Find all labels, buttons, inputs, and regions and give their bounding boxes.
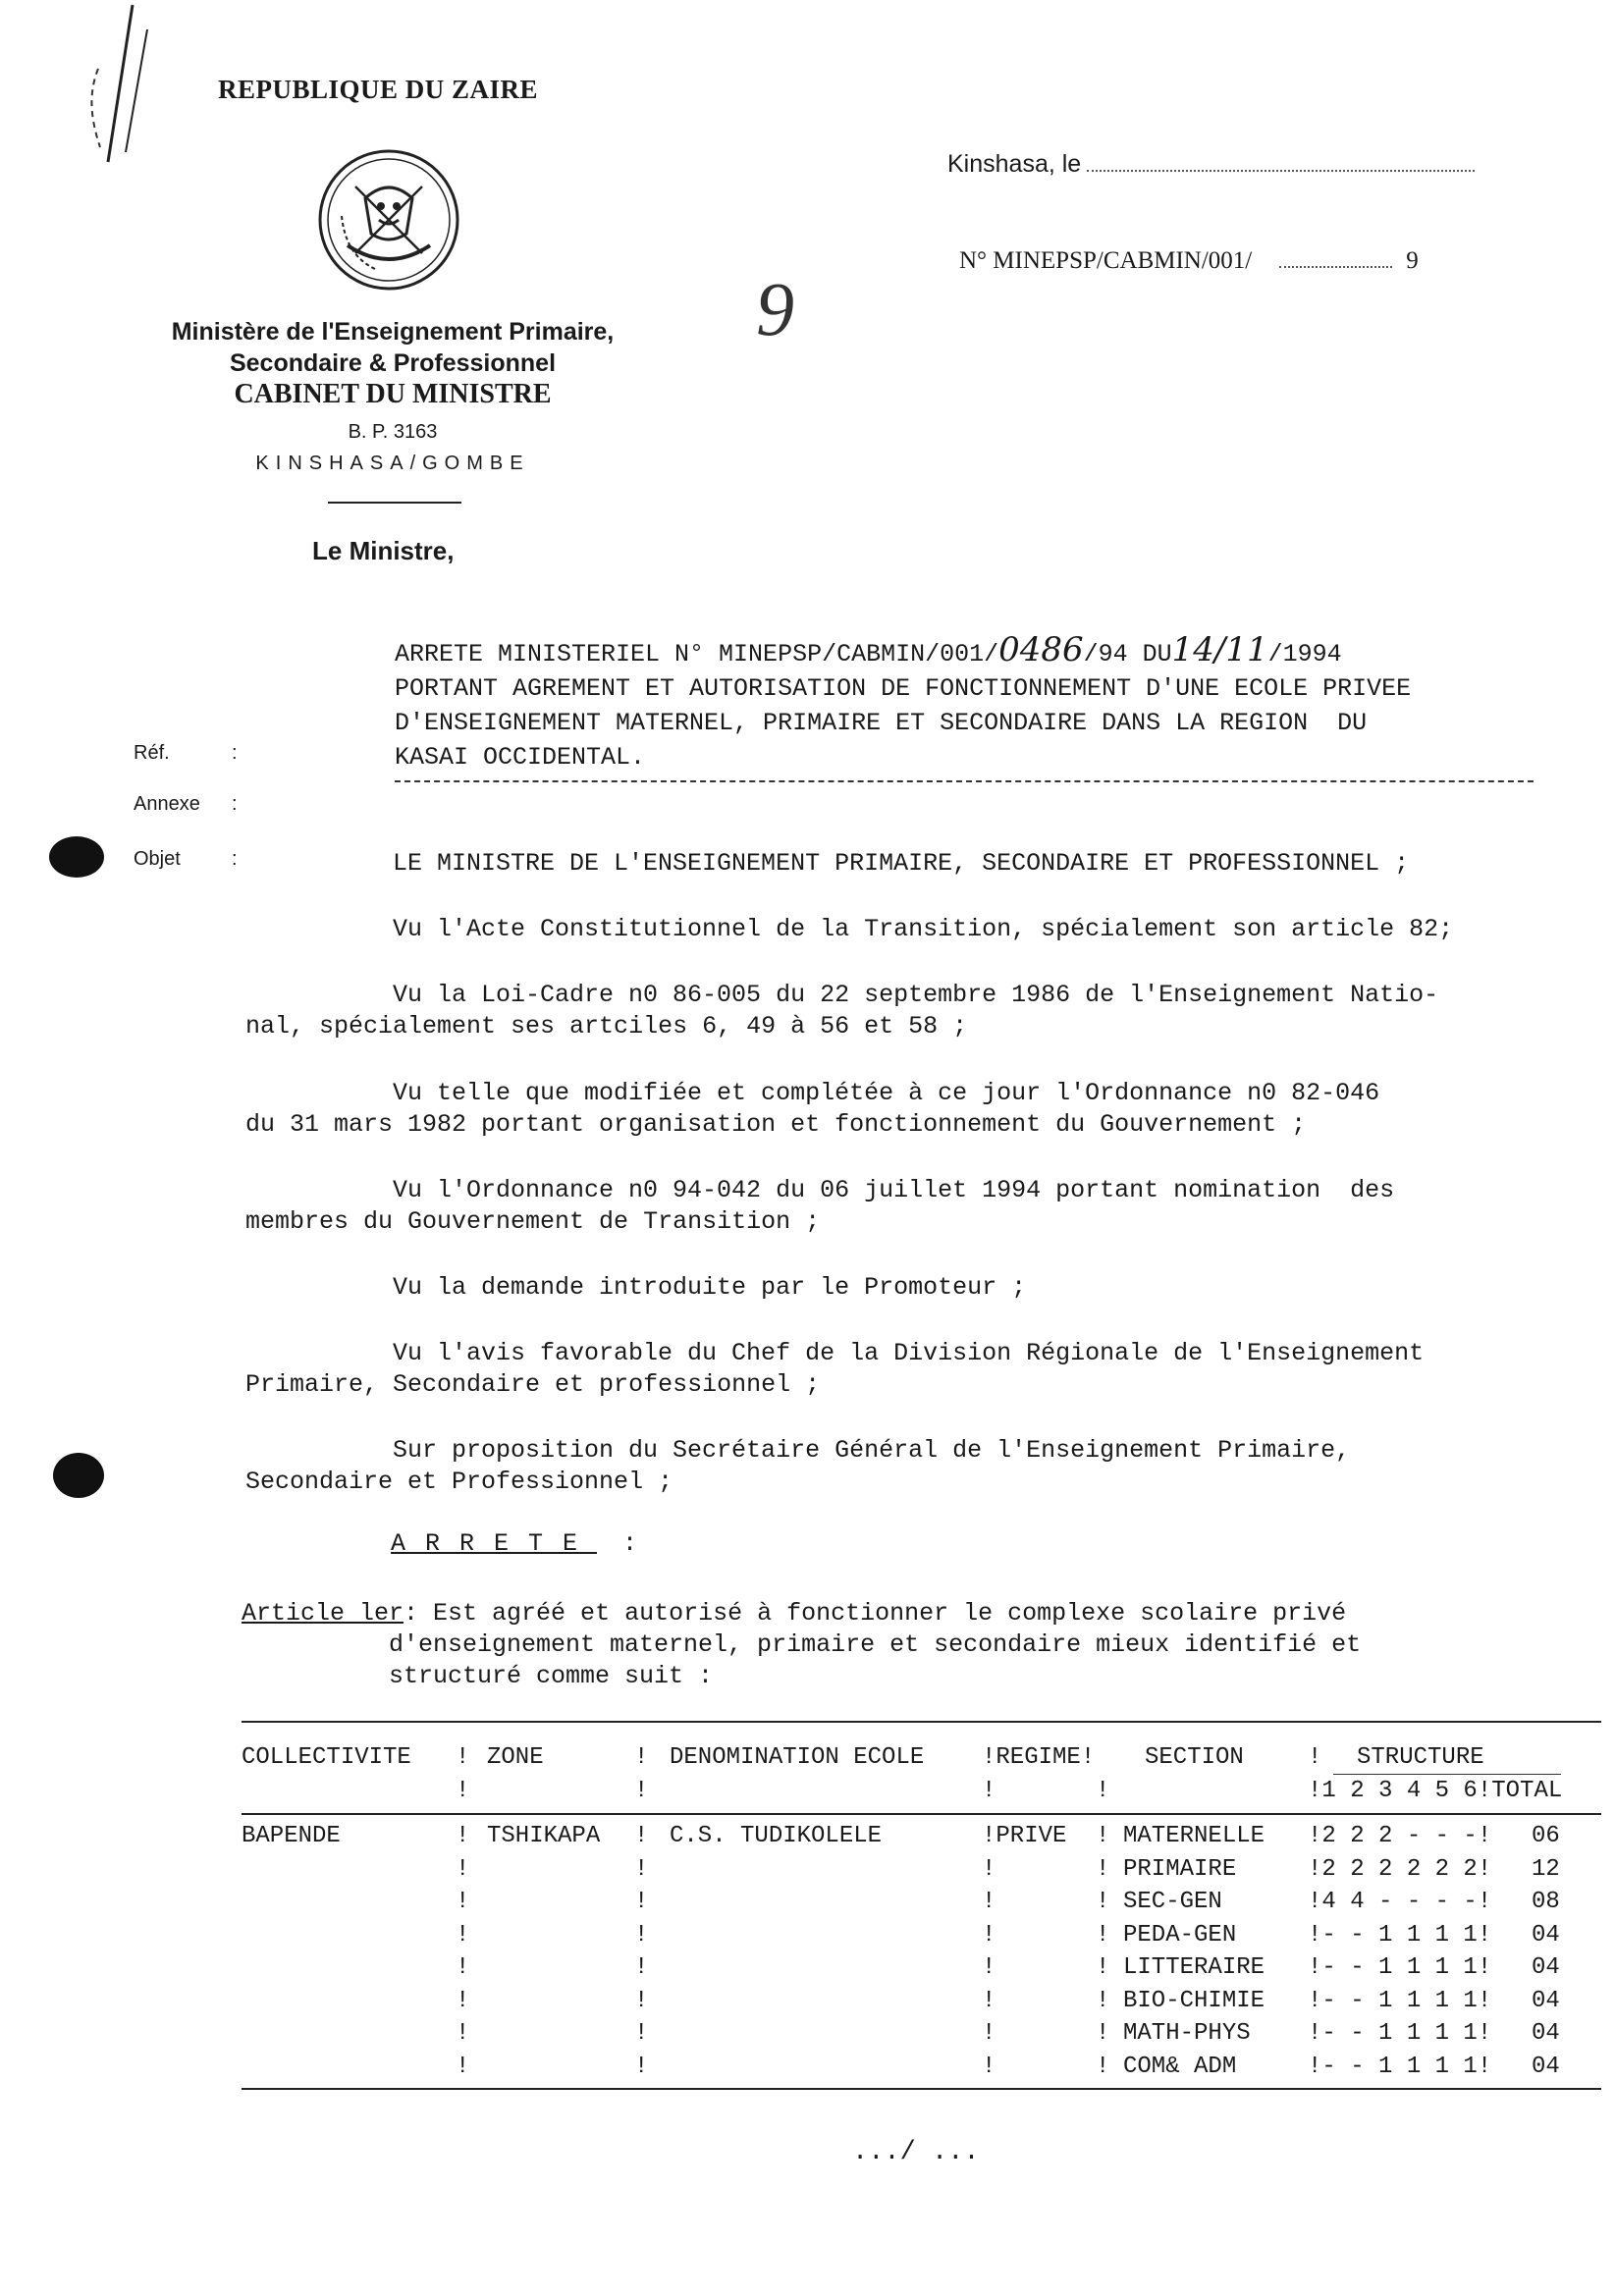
vu-clause-2	[245, 980, 1438, 1042]
cell-total: 06	[1532, 1823, 1560, 1849]
cabinet-line: CABINET DU MINISTRE	[234, 379, 552, 409]
vu-clause-1: Vu l'Acte Constitutionnel de la Transition, spécialement son article 82;	[393, 915, 1454, 943]
vu-clause-3-line-2: du 31 mars 1982 portant organisation et fonctionnement du Gouvernement ;	[245, 1110, 1307, 1139]
cell-structure: !2 2 2 2 2 2!	[1308, 1855, 1492, 1883]
article-line-3: structuré comme suit :	[389, 1662, 714, 1690]
cell-total: 04	[1532, 2020, 1560, 2047]
cell-section: PEDA-GEN	[1123, 1921, 1237, 1949]
table-header-rule	[242, 1813, 1601, 1815]
title-year: /1994	[1267, 640, 1342, 668]
header-zone: ZONE	[487, 1744, 544, 1771]
row-sep: !	[456, 2053, 470, 2080]
cell-structure: !- - 1 1 1 1!	[1308, 2020, 1492, 2047]
vu-clause-4-line-2: membres du Gouvernement de Transition ;	[245, 1207, 821, 1236]
vu-clause-6	[245, 1338, 1424, 1401]
title-line-1	[395, 630, 1411, 671]
cell-zone: TSHIKAPA	[487, 1823, 601, 1849]
article-label: Article ler	[242, 1599, 404, 1628]
row-sep: !	[634, 1823, 649, 1849]
date-dotted-line	[1087, 166, 1475, 172]
row-sep: !	[982, 1855, 996, 1883]
row-sep: !	[1096, 1921, 1110, 1949]
header-sep: !	[456, 1778, 470, 1804]
row-sep: !	[634, 2053, 649, 2080]
handwritten-decree-number: 0486	[998, 630, 1084, 669]
title-prefix: ARRETE MINISTERIEL N° MINEPSP/CABMIN/001/	[395, 640, 999, 668]
date-line	[947, 150, 1475, 179]
row-sep: !	[634, 1889, 649, 1915]
cell-total: 04	[1532, 1921, 1560, 1949]
row-sep: !	[456, 1954, 470, 1981]
vu-clause-6-line-2: Primaire, Secondaire et professionnel ;	[245, 1370, 821, 1399]
row-sep: !	[456, 1987, 470, 2014]
title-line-4: KASAI OCCIDENTAL.	[395, 743, 646, 772]
row-sep: !	[1096, 1855, 1110, 1883]
row-sep: !	[634, 1921, 649, 1949]
row-sep: !	[456, 2020, 470, 2047]
cell-structure: !2 2 2 - - -!	[1308, 1823, 1492, 1849]
arrete-heading	[391, 1529, 637, 1558]
ref-colon: :	[232, 742, 238, 764]
margin-scribble	[39, 0, 157, 187]
object-label: Objet	[134, 848, 181, 870]
title-dashed-rule	[395, 780, 1534, 782]
ministry-line-1: Ministère de l'Enseignement Primaire,	[171, 318, 615, 346]
row-sep: !	[634, 1954, 649, 1981]
ref-label: Réf.	[134, 742, 170, 764]
row-sep: !	[1096, 2053, 1110, 2080]
handwritten-decree-date: 14/11	[1171, 630, 1268, 669]
sur-proposition-clause	[245, 1435, 1350, 1498]
row-sep: !	[634, 2020, 649, 2047]
cell-total: 04	[1532, 1954, 1560, 1981]
header-sep: !	[982, 1778, 996, 1804]
row-sep: !	[456, 1889, 470, 1915]
title-line-3: D'ENSEIGNEMENT MATERNEL, PRIMAIRE ET SECONDAIRE DANS LA REGION DU	[395, 709, 1368, 737]
cell-structure: !- - 1 1 1 1!	[1308, 2053, 1492, 2080]
vu-clause-4	[245, 1175, 1394, 1238]
row-sep: !	[982, 2020, 996, 2047]
header-sep: !	[634, 1778, 649, 1804]
cell-total: 04	[1532, 2053, 1560, 2080]
header-sep: !	[1308, 1744, 1322, 1771]
date-label: Kinshasa, le	[947, 150, 1082, 178]
cell-section: COM& ADM	[1123, 2053, 1237, 2080]
row-sep: !	[634, 1855, 649, 1883]
punch-hole-bottom	[53, 1453, 104, 1498]
ministry-block	[118, 316, 668, 479]
vu-clause-4-line-1: Vu l'Ordonnance n0 94-042 du 06 juillet 1994 portant nomination des	[393, 1176, 1395, 1204]
header-years: !1 2 3 4 5 6!TOTAL	[1308, 1778, 1563, 1804]
reference-dotted-line	[1279, 262, 1392, 268]
row-sep: !	[982, 1921, 996, 1949]
reference-label: N° MINEPSP/CABMIN/001/	[959, 247, 1253, 274]
table-bottom-rule	[242, 2088, 1601, 2090]
cell-section: LITTERAIRE	[1123, 1954, 1265, 1981]
handwritten-page-mark: 9	[756, 266, 794, 351]
vu-clause-2-line-1: Vu la Loi-Cadre n0 86-005 du 22 septembre 1986 de l'Enseignement Natio-	[393, 981, 1439, 1009]
minister-title: Le Ministre,	[312, 536, 455, 565]
cell-ecole: C.S. TUDIKOLELE	[670, 1823, 883, 1849]
row-sep: !	[1096, 1987, 1110, 2014]
header-section: SECTION	[1145, 1744, 1244, 1771]
header-sep: !	[634, 1744, 649, 1771]
row-sep: !	[1096, 1823, 1110, 1849]
postal-box: B. P. 3163	[348, 421, 438, 443]
cell-regime: !PRIVE	[982, 1823, 1067, 1849]
cell-structure: !- - 1 1 1 1!	[1308, 1954, 1492, 1981]
article-1	[242, 1598, 1361, 1692]
row-sep: !	[1096, 1889, 1110, 1915]
header-sep: !	[1096, 1778, 1110, 1804]
annex-label: Annexe	[134, 793, 200, 815]
school-structure-table	[242, 1721, 1601, 2104]
cell-total: 08	[1532, 1889, 1560, 1915]
row-sep: !	[1096, 1954, 1110, 1981]
row-sep: !	[982, 1987, 996, 2014]
header-sep: !	[456, 1744, 470, 1771]
reference-suffix: 9	[1406, 247, 1419, 274]
header-denomination: DENOMINATION ECOLE	[670, 1744, 925, 1771]
vu-clause-3-line-1: Vu telle que modifiée et complétée à ce jour l'Ordonnance n0 82-046	[393, 1079, 1380, 1107]
country-name: REPUBLIQUE DU ZAIRE	[218, 75, 539, 104]
continuation-mark: .../ ...	[852, 2138, 980, 2167]
decree-title	[395, 630, 1412, 774]
object-colon: :	[232, 848, 238, 870]
row-sep: !	[456, 1823, 470, 1849]
header-regime: !REGIME!	[982, 1744, 1096, 1771]
annex-colon: :	[232, 793, 238, 815]
cell-section: MATERNELLE	[1123, 1823, 1265, 1849]
title-mid: /94 DU	[1083, 640, 1172, 668]
minister-clause: LE MINISTRE DE L'ENSEIGNEMENT PRIMAIRE, SECONDAIRE ET PROFESSIONNEL ;	[393, 849, 1410, 878]
sur-line-2: Secondaire et Professionnel ;	[245, 1468, 673, 1496]
arrete-word: ARRETE	[391, 1529, 598, 1558]
article-line-1: : Est agréé et autorisé à fonctionner le complexe scolaire privé	[404, 1599, 1347, 1628]
title-line-2: PORTANT AGREMENT ET AUTORISATION DE FONCTIONNEMENT D'UNE ECOLE PRIVEE	[395, 674, 1412, 703]
vu-clause-5: Vu la demande introduite par le Promoteur ;	[393, 1273, 1027, 1302]
row-sep: !	[456, 1855, 470, 1883]
city-line: KINSHASA/GOMBE	[255, 453, 530, 474]
cell-structure: !4 4 - - - -!	[1308, 1889, 1492, 1915]
ministry-line-2: Secondaire & Professionnel	[229, 349, 557, 377]
sur-line-1: Sur proposition du Secrétaire Général de l'Enseignement Primaire,	[393, 1436, 1351, 1465]
ministry-underline	[328, 502, 461, 504]
article-line-2: d'enseignement maternel, primaire et secondaire mieux identifié et	[389, 1630, 1362, 1659]
table-top-rule	[242, 1721, 1601, 1723]
cell-section: SEC-GEN	[1123, 1889, 1222, 1915]
cell-section: MATH-PHYS	[1123, 2020, 1251, 2047]
cell-structure: !- - 1 1 1 1!	[1308, 1921, 1492, 1949]
header-structure: STRUCTURE	[1357, 1744, 1484, 1771]
coat-of-arms-emblem	[316, 147, 461, 293]
cell-section: BIO-CHIMIE	[1123, 1987, 1265, 2014]
cell-structure: !- - 1 1 1 1!	[1308, 1987, 1492, 2014]
vu-clause-3	[245, 1078, 1379, 1141]
cell-collectivite: BAPENDE	[242, 1823, 341, 1849]
header-collectivite: COLLECTIVITE	[242, 1744, 411, 1771]
row-sep: !	[982, 1889, 996, 1915]
row-sep: !	[982, 1954, 996, 1981]
row-sep: !	[456, 1921, 470, 1949]
arrete-colon: :	[622, 1529, 638, 1558]
vu-clause-2-line-2: nal, spécialement ses artciles 6, 49 à 56 et 58 ;	[245, 1012, 968, 1041]
reference-number	[959, 247, 1419, 275]
row-sep: !	[982, 2053, 996, 2080]
cell-total: 12	[1532, 1855, 1560, 1883]
row-sep: !	[1096, 2020, 1110, 2047]
vu-clause-6-line-1: Vu l'avis favorable du Chef de la Division Régionale de l'Enseignement	[393, 1339, 1425, 1367]
cell-section: PRIMAIRE	[1123, 1855, 1237, 1883]
row-sep: !	[634, 1987, 649, 2014]
punch-hole-top	[49, 836, 104, 878]
cell-total: 04	[1532, 1987, 1560, 2014]
